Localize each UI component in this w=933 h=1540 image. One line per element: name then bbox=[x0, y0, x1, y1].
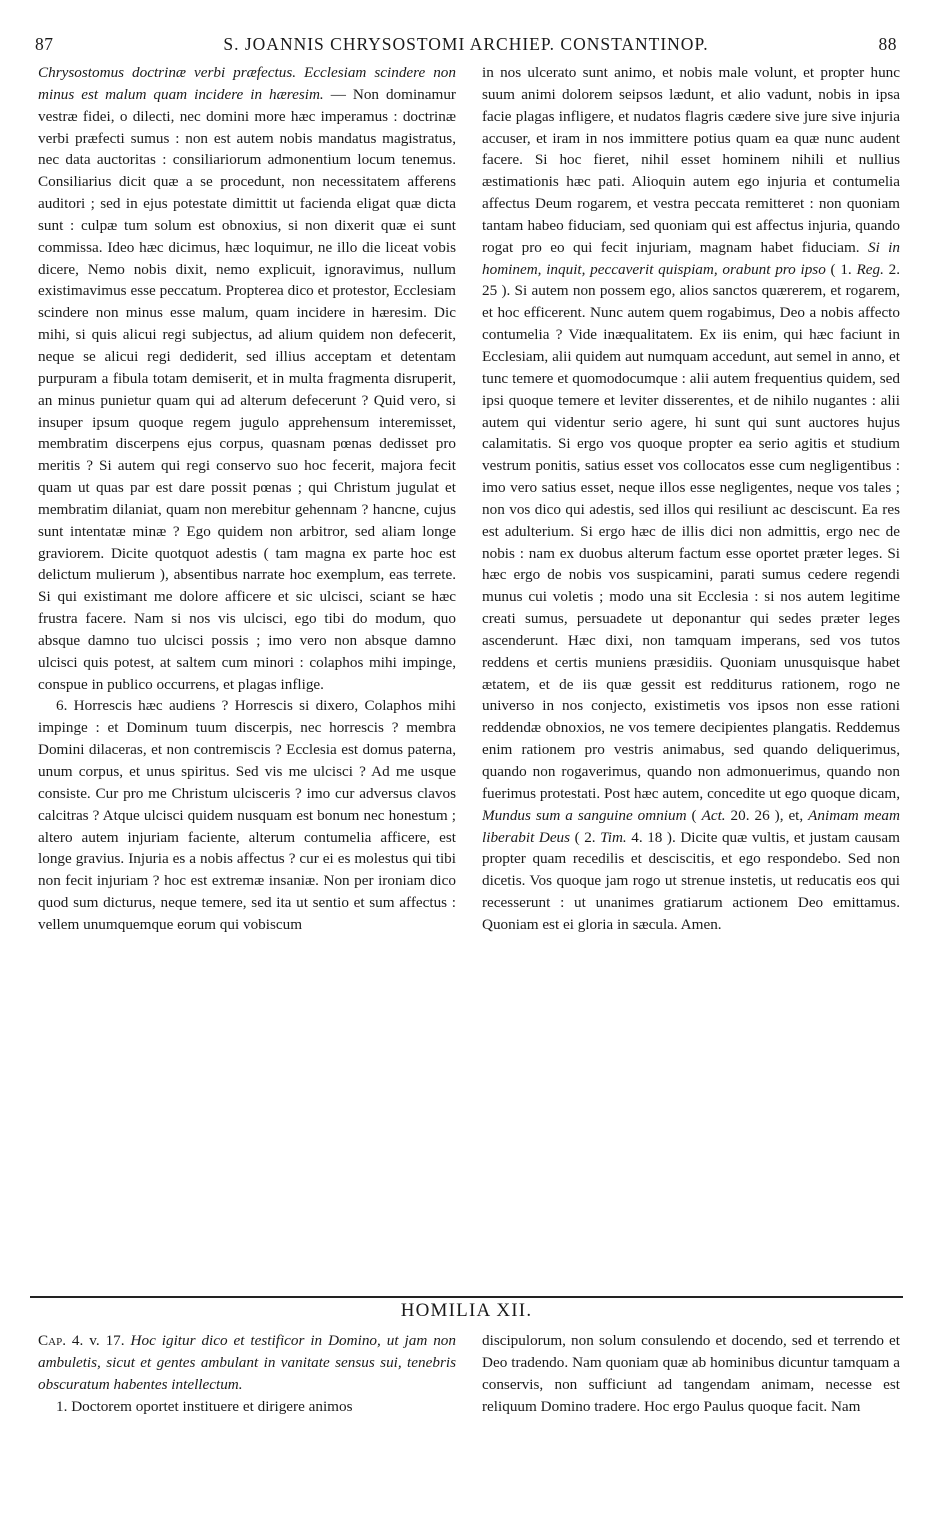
homily-title: HOMILIA XII. bbox=[400, 1300, 533, 1321]
quotation: Si in hominem, inquit, peccaverit quispiam, orabunt pro ipso bbox=[482, 238, 900, 278]
citation-book: Act. bbox=[701, 806, 726, 824]
text-run: 20. 26 ), et, bbox=[725, 806, 809, 824]
citation-book: Reg. bbox=[856, 260, 884, 278]
text-run: in nos ulcerato sunt animo, et nobis male volunt, et propter hunc suum animi dolorem seipsos lædunt, et alio vadunt, nobis in ipsa facie plagas infligere, et nudatos flagris cædere sive jure sive injuria accuser, et iram in nos immittere potius quam ea quæ nunc audent facere. Si hoc fieret, nihil esset hominem nihili et nullius æstimationis hæc pati. Alioquin autem ego injuria et contumelia affectus Deum rogarem, et vestra peccata remitteret : non quoniam tantam habeo fiduciam, sed quoniam qui est affectus injuria, quando rogat pro eo qui fecit injuriam, magnam habet fiduciam. bbox=[482, 64, 900, 256]
paragraph-5-text: — Non dominamur vestræ fidei, o dilecti, nec domini more hæc imperamus : doctrinæ verbi præfecti sumus : non est autem nobis mandatus magistratus, nec data auctoritas : consiliariorum admonentium locum tenemus. Consiliarius dicit quæ a se procedunt, non necessitatem afferens auditori ; sed in ejus potestate dimittit ut facienda eligat quæ dicta sunt : culpæ tum solum est obnoxius, si non dixerit quæ ei sunt commissa. Ideo hæc dicimus, hæc loquimur, ne illo die liceat vobis dicere, Nemo nobis dixit, nemo explicuit, ignoravimus, nullum existimavimus esse peccatum. Propterea dico et protestor, Ecclesiam scindere non minus esse malum, quam incidere in hæresim. Dic mihi, si quis alicui regi subjectus, ad alium quidem non defecerit, neque se alicui regi dediderit, sed illius acceptam et detentam purpuram a fibula totam demiserit, et in multa fragmenta disruperit, an minus punietur quam qui ad alterum defecerunt ? Quid vero, si insuper ipsum quoque regem jugulo apprehensum interemisset, membratim discerpens ejus corpus, quasnam pœnas dedisset pro meritis ? Si autem qui regi conservo suo hoc fecerit, majora fecit quam ut quas par est dare possit pœnas ; qui Christum jugulat et membratim dilaniat, quam non merebitur gehennam ? hancne, cujus sunt intentatæ minæ ? Ego quidem non arbitror, sed aliam longe graviorem. Dicite quotquot adestis ( tam magna ex parte hoc est delictum mulierum ), absentibus narrate hoc exemplum, eas terrete. Si qui existimant me dolore afficere et sic ulcisci, sciant se hæc frustra facere. Nam si nos vis ulcisci, ego tibi do modum, quo absque damno tuo ulcisci possis ; imo vero non absque damno ulcisci quis potest, at saltem cum minori : colaphos mihi impinge, conspue in publico occurrens, et plagas infligе. bbox=[38, 85, 456, 693]
text-columns-bottom bbox=[38, 1330, 900, 1535]
homily-right-column bbox=[482, 1330, 900, 1535]
text-run: ( bbox=[686, 806, 702, 824]
chapter-label: Cap. bbox=[38, 1332, 66, 1349]
chapter-ref: 4. v. 17. bbox=[66, 1332, 131, 1349]
text-run: ( 1. bbox=[825, 260, 857, 278]
homily-left-column bbox=[38, 1330, 456, 1535]
text-run: ( 2. bbox=[570, 828, 601, 846]
text-columns-top bbox=[38, 62, 900, 1292]
page-number-right: 88 bbox=[878, 34, 897, 54]
text-run: 2. 25 ). Si autem non possem ego, alios sanctos quærerem, et rogarem, et hoc efficerent. Nunc autem quem rogabimus, Deo a nobis affecto contumelia ? Vide inæqualitatem. Ex iis enim, qui hæc faciunt in Ecclesiam, alii quidem aut numquam accedunt, aut semel in anno, et tunc temere et quomodocumque : alii autem frequentius quidem, sed ipsi quoque temere et leviter disserentes, et de nihilo nugantes : alii autem qui videntur serio agere, hi sunt qui sunt auctores hujus calamitatis. Si ergo vos quoque propter ea serio agitis et studium vestrum ponitis, satius esset vos collocatos esse cum negligentibus : imo vero satius esset, neque illos esse negligentes, neque vos tales ; non vos dico qui adestis, sed illos qui resiliunt ac desciscunt. Ea res est adulterium. Si ergo hæc de illis dici non admittis, ergo nec de nobis : nam ex duobus alterum factum esse oportet præter leges. Si hæc ergo de nobis vos suspicamini, parati sumus cedere regendi munus cui voletis ; modo una sit Ecclesia : si nos autem legitime creati sumus, persuadete ut deponantur qui sedes præter leges ascenderunt. Hæc dixi, non tamquam imperans, sed vos tutos reddens et certis muniens præsidiis. Quoniam unusquisque habet ætatem, et de iis quæ gessit est redditurus rationem, rogo ne universo in nos conjecto, existimetis vos ipsos non esse rationi reddendæ obnoxios, ne vos temere decipientes plangatis. Reddemus enim rationem pro vestris animabus, sed quando deliquerimus, quando non rogaverimus, quando non admonuerimus, quando non fuerimus protestati. Post hæc autem, concedite ut ego quoque dicam, bbox=[482, 260, 900, 802]
paragraph-continued bbox=[482, 62, 900, 936]
right-column bbox=[482, 62, 900, 1292]
quotation: Animam meam liberabit Deus bbox=[482, 806, 900, 846]
paragraph-5 bbox=[38, 62, 456, 695]
quotation: Mundus sum a sanguine omnium bbox=[482, 806, 687, 824]
scripture-text: Hoc igitur dico et testificor in Domino, ut jam non ambuletis, sicut et gentes ambulant in vanitate sensus sui, tenebris obscuratum habentes intellectum. bbox=[38, 1332, 456, 1393]
homily-paragraph-1: 1. Doctorem oportet instituere et dirigere animos bbox=[56, 1397, 353, 1415]
homily-paragraph-continued: discipulorum, non solum consulendo et docendo, sed et terrendo et Deo tradendo. Nam quoniam quæ ab hominibus dicuntur tamquam a conservis, non sufficiunt ad tangendam animam, necesse est reliquum Domino tradere. Hoc ergo Paulus quoque facit. Nam bbox=[482, 1332, 900, 1415]
citation-book: Tim. bbox=[600, 828, 627, 846]
paragraph-6: 6. Horrescis hæc audiens ? Horrescis si dixero, Colaphos mihi impinge : et Dominum tuum discerpis, nec horrescis ? membra Domini dilaceras, et non contremiscis ? Ecclesia est domus paterna, unum corpus, et unus spiritus. Sed vis me ulcisci ? Ad me usque consiste. Cur pro me Christum ulcisceris ? imo cur adversus clavos calcitras ? Atque ulcisci quidem nusquam est bonum nec honestum ; altero autem injuriam faciente, alterum contumelia afficere, est longe gravius. Injuria es a nobis affectus ? cur ei es molestus qui tibi non fecit injuriam ? hoc est extremæ insaniæ. Non per ironiam dico quod sum dicturus, neque temere, sed ita ut sentio et sum affectus : vellem unumquemque eorum qui vobiscum bbox=[38, 697, 456, 933]
running-title: S. JOANNIS CHRYSOSTOMI ARCHIEP. CONSTANTINOP. bbox=[223, 34, 709, 54]
left-column bbox=[38, 62, 456, 1292]
summary-heading: Chrysostomus doctrinæ verbi præfectus. Ecclesiam scindere non minus est malum quam incidere in hæresim. bbox=[38, 64, 456, 103]
chapter-verse bbox=[38, 1330, 456, 1396]
page-number-left: 87 bbox=[35, 34, 54, 54]
text-run: 4. 18 ). Dicite quæ vultis, et justam causam propter quam recedilis et desciscitis, et ego respondebo. Sed non dicetis. Vos quoque jam rogo ut strenue instetis, ut reducatis eos qui recesserunt : ut unanimes gratiarum actionem Deo emittamus. Quoniam est ei gloria in sæcula. Amen. bbox=[482, 828, 900, 933]
running-head bbox=[35, 34, 897, 56]
section-divider bbox=[30, 1296, 903, 1298]
